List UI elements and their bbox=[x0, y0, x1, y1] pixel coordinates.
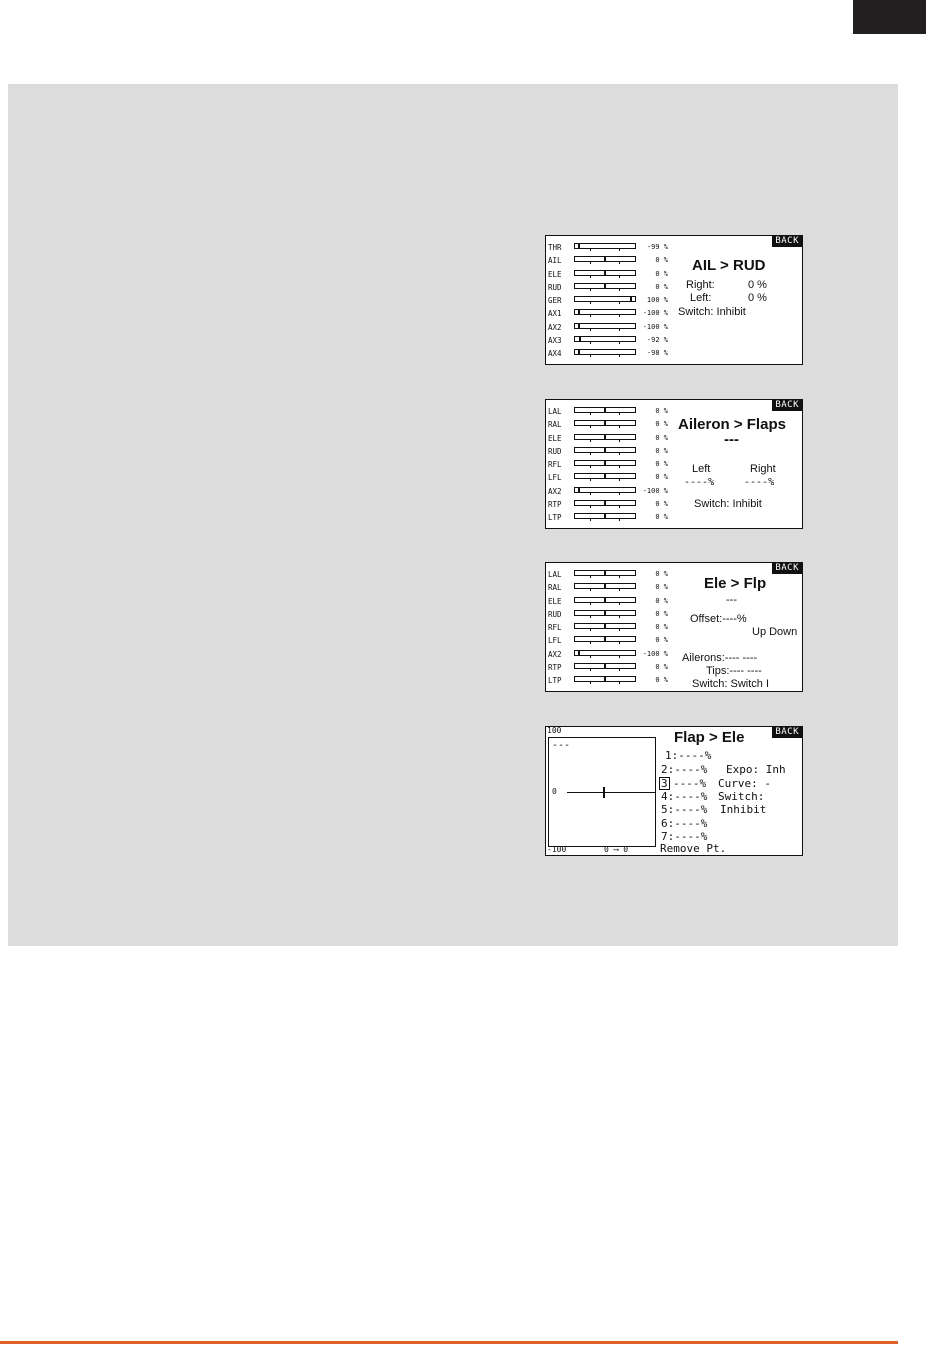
channel-value: 0 % bbox=[655, 473, 668, 482]
left-value[interactable]: ----% bbox=[684, 477, 715, 488]
channel-label: ELE bbox=[548, 269, 562, 279]
input-readout: 0 ⟶ 0 bbox=[604, 845, 629, 854]
channel-position-marker bbox=[604, 420, 606, 426]
channel-bar bbox=[574, 610, 636, 616]
channel-bar bbox=[574, 243, 636, 249]
switch-setting[interactable]: Switch: Inhibit bbox=[678, 306, 746, 318]
channel-row bbox=[548, 673, 673, 686]
channel-bar bbox=[574, 513, 636, 519]
channel-value: 0 % bbox=[655, 623, 668, 632]
channel-row bbox=[548, 580, 673, 593]
channel-row bbox=[548, 567, 673, 580]
channel-row bbox=[548, 484, 673, 497]
left-label: Left bbox=[692, 463, 711, 475]
channel-position-marker bbox=[604, 473, 606, 479]
channel-bar bbox=[574, 296, 636, 302]
point-3-selected[interactable]: 3 bbox=[661, 777, 668, 790]
channel-label: LAL bbox=[548, 570, 562, 579]
switch-label: Switch: bbox=[718, 790, 765, 803]
channel-row bbox=[548, 293, 673, 306]
channel-position-marker bbox=[604, 513, 606, 519]
channel-label: LFL bbox=[548, 473, 562, 483]
channel-bar bbox=[574, 500, 636, 506]
channel-row bbox=[548, 306, 673, 319]
lcd-screen-aileron-flaps bbox=[545, 399, 803, 529]
channel-position-marker bbox=[604, 663, 606, 669]
channel-label: ELE bbox=[548, 596, 562, 606]
channel-position-marker bbox=[604, 256, 606, 262]
channel-bar bbox=[574, 349, 636, 355]
channel-position-marker bbox=[604, 270, 606, 276]
channel-label: RTP bbox=[548, 500, 562, 510]
channel-value: 0 % bbox=[655, 513, 668, 522]
channel-value: 0 % bbox=[655, 269, 668, 278]
channel-row bbox=[548, 444, 673, 457]
channel-label: AX2 bbox=[548, 649, 562, 659]
channel-row bbox=[548, 633, 673, 646]
channel-row bbox=[548, 510, 673, 523]
channel-row bbox=[548, 660, 673, 673]
graph-y-max: 100 bbox=[547, 726, 562, 735]
channel-value: -100 % bbox=[642, 322, 668, 331]
channel-value: 0 % bbox=[655, 282, 668, 291]
channel-value: 0 % bbox=[655, 583, 668, 592]
lcd-screen-ail-rud bbox=[545, 235, 803, 365]
channel-bar bbox=[574, 636, 636, 642]
channel-row bbox=[548, 647, 673, 660]
channel-bar bbox=[574, 623, 636, 629]
channel-value: 0 % bbox=[655, 500, 668, 509]
channel-bar bbox=[574, 663, 636, 669]
channel-value: 0 % bbox=[655, 663, 668, 672]
channel-value: 0 % bbox=[655, 433, 668, 442]
remove-point-button[interactable]: Remove Pt. bbox=[660, 842, 727, 855]
channel-bar bbox=[574, 473, 636, 479]
channel-row bbox=[548, 240, 673, 253]
channel-label: LTP bbox=[548, 513, 562, 523]
channel-bar bbox=[574, 597, 636, 603]
channel-monitor bbox=[548, 240, 673, 360]
channel-bar bbox=[574, 650, 636, 656]
channel-position-marker bbox=[604, 283, 606, 289]
channel-bar bbox=[574, 336, 636, 342]
channel-label: RFL bbox=[548, 460, 562, 470]
channel-row bbox=[548, 280, 673, 293]
channel-value: -100 % bbox=[642, 486, 668, 495]
mix-panel bbox=[674, 236, 802, 364]
point-5[interactable]: 5:----% bbox=[661, 803, 708, 816]
footer-rule bbox=[0, 1341, 898, 1344]
point-7[interactable]: 7:----% bbox=[661, 830, 708, 843]
channel-row bbox=[548, 620, 673, 633]
channel-label: LTP bbox=[548, 676, 562, 686]
right-value[interactable]: 0 % bbox=[748, 279, 767, 291]
channel-position-marker bbox=[604, 636, 606, 642]
curve-label: --- bbox=[552, 740, 571, 751]
channel-row bbox=[548, 267, 673, 280]
channel-value: 0 % bbox=[655, 256, 668, 265]
channel-row bbox=[548, 417, 673, 430]
curve-cursor bbox=[603, 787, 605, 798]
right-value[interactable]: ----% bbox=[744, 477, 775, 488]
channel-row bbox=[548, 470, 673, 483]
mix-panel bbox=[674, 563, 802, 691]
channel-label: ELE bbox=[548, 433, 562, 443]
left-label: Left: bbox=[690, 292, 712, 304]
channel-label: RUD bbox=[548, 446, 562, 456]
curve-graph[interactable] bbox=[548, 737, 656, 847]
channel-position-marker bbox=[578, 323, 580, 329]
expo-setting[interactable]: Expo: Inh bbox=[726, 763, 786, 776]
channel-label: THR bbox=[548, 243, 562, 252]
curve-setting[interactable]: Curve: - bbox=[718, 777, 771, 790]
page-corner-tab bbox=[853, 0, 926, 34]
mix-title: Ele > Flp bbox=[704, 575, 767, 592]
channel-value: 0 % bbox=[655, 570, 668, 578]
channel-monitor bbox=[548, 404, 673, 524]
channel-row bbox=[548, 497, 673, 510]
channel-label: AIL bbox=[548, 256, 562, 266]
offset-value[interactable]: Offset:----% bbox=[690, 613, 747, 625]
channel-position-marker bbox=[578, 243, 580, 249]
channel-label: RTP bbox=[548, 663, 562, 673]
channel-label: AX4 bbox=[548, 349, 562, 359]
channel-bar bbox=[574, 420, 636, 426]
point-2[interactable]: 2:----% bbox=[661, 763, 708, 776]
channel-position-marker bbox=[604, 676, 606, 682]
channel-label: AX2 bbox=[548, 322, 562, 332]
mix-title: AIL > RUD bbox=[692, 257, 766, 274]
channel-row bbox=[548, 253, 673, 266]
point-1[interactable]: 1:----% bbox=[665, 749, 712, 762]
channel-value: -98 % bbox=[646, 349, 668, 358]
channel-bar bbox=[574, 283, 636, 289]
channel-position-marker bbox=[604, 407, 606, 413]
channel-monitor bbox=[548, 567, 673, 687]
mix-title: Flap > Ele bbox=[674, 729, 745, 746]
channel-bar bbox=[574, 256, 636, 262]
channel-row bbox=[548, 457, 673, 470]
channel-position-marker bbox=[604, 460, 606, 466]
channel-label: GER bbox=[548, 296, 562, 306]
mix-panel bbox=[674, 400, 802, 528]
channel-position-marker bbox=[604, 597, 606, 603]
channel-bar bbox=[574, 447, 636, 453]
channel-bar bbox=[574, 309, 636, 315]
graph-y-zero: 0 bbox=[552, 787, 557, 796]
graph-y-min: -100 bbox=[547, 845, 567, 854]
channel-row bbox=[548, 594, 673, 607]
channel-value: 0 % bbox=[655, 636, 668, 645]
channel-value: 0 % bbox=[655, 446, 668, 455]
channel-value: 0 % bbox=[655, 609, 668, 618]
channel-label: RAL bbox=[548, 583, 562, 593]
channel-bar bbox=[574, 270, 636, 276]
mix-subtitle: --- bbox=[724, 431, 739, 448]
channel-position-marker bbox=[578, 650, 580, 656]
channel-label: AX3 bbox=[548, 336, 562, 346]
channel-row bbox=[548, 320, 673, 333]
channel-value: 0 % bbox=[655, 596, 668, 605]
switch-setting[interactable]: Switch: Switch I bbox=[692, 678, 770, 690]
channel-position-marker bbox=[578, 487, 580, 493]
channel-value: 0 % bbox=[655, 420, 668, 429]
channel-label: AX2 bbox=[548, 486, 562, 496]
point-3-value[interactable]: ----% bbox=[673, 777, 707, 790]
channel-value: -99 % bbox=[646, 243, 668, 251]
channel-position-marker bbox=[604, 434, 606, 440]
channel-row bbox=[548, 404, 673, 417]
channel-bar bbox=[574, 676, 636, 682]
channel-bar bbox=[574, 570, 636, 576]
channel-position-marker bbox=[578, 309, 580, 315]
channel-row bbox=[548, 333, 673, 346]
left-value[interactable]: 0 % bbox=[748, 292, 767, 304]
right-label: Right: bbox=[686, 279, 715, 291]
channel-bar bbox=[574, 583, 636, 589]
point-6[interactable]: 6:----% bbox=[661, 817, 708, 830]
channel-value: 100 % bbox=[646, 296, 668, 305]
curve-line bbox=[567, 792, 655, 793]
channel-value: 0 % bbox=[655, 676, 668, 685]
channel-value: 0 % bbox=[655, 407, 668, 415]
channel-position-marker bbox=[604, 447, 606, 453]
point-4[interactable]: 4:----% bbox=[661, 790, 708, 803]
channel-value: 0 % bbox=[655, 460, 668, 469]
updown-header: Up Down bbox=[752, 626, 798, 638]
switch-setting[interactable]: Switch: Inhibit bbox=[694, 498, 762, 510]
mix-title: Aileron > Flaps bbox=[678, 416, 786, 433]
channel-label: LAL bbox=[548, 407, 562, 416]
lcd-screen-ele-flp bbox=[545, 562, 803, 692]
channel-value: -100 % bbox=[642, 649, 668, 658]
channel-bar bbox=[574, 487, 636, 493]
back-button[interactable]: BACK bbox=[772, 563, 802, 574]
back-button[interactable]: BACK bbox=[772, 727, 802, 738]
channel-position-marker bbox=[630, 296, 632, 302]
channel-position-marker bbox=[604, 583, 606, 589]
channel-bar bbox=[574, 434, 636, 440]
tips-value[interactable]: Tips:---- ---- bbox=[706, 665, 762, 677]
back-button[interactable]: BACK bbox=[772, 236, 802, 247]
right-label: Right bbox=[750, 463, 776, 475]
channel-value: -92 % bbox=[646, 336, 668, 345]
channel-position-marker bbox=[604, 500, 606, 506]
channel-label: RUD bbox=[548, 282, 562, 292]
channel-value: -100 % bbox=[642, 309, 668, 318]
channel-label: RFL bbox=[548, 623, 562, 633]
channel-position-marker bbox=[604, 610, 606, 616]
channel-position-marker bbox=[579, 336, 581, 342]
mix-subtitle: --- bbox=[726, 594, 737, 606]
channel-row bbox=[548, 607, 673, 620]
channel-bar bbox=[574, 407, 636, 413]
switch-value[interactable]: Inhibit bbox=[720, 803, 767, 816]
channel-label: RAL bbox=[548, 420, 562, 430]
channel-bar bbox=[574, 323, 636, 329]
channel-position-marker bbox=[578, 349, 580, 355]
channel-label: RUD bbox=[548, 609, 562, 619]
back-button[interactable]: BACK bbox=[772, 400, 802, 411]
channel-position-marker bbox=[604, 623, 606, 629]
channel-label: AX1 bbox=[548, 309, 562, 319]
channel-row bbox=[548, 431, 673, 444]
channel-bar bbox=[574, 460, 636, 466]
ailerons-value[interactable]: Ailerons:---- ---- bbox=[682, 652, 758, 664]
channel-position-marker bbox=[604, 570, 606, 576]
channel-label: LFL bbox=[548, 636, 562, 646]
lcd-screen-flap-ele bbox=[545, 726, 803, 856]
channel-row bbox=[548, 346, 673, 359]
